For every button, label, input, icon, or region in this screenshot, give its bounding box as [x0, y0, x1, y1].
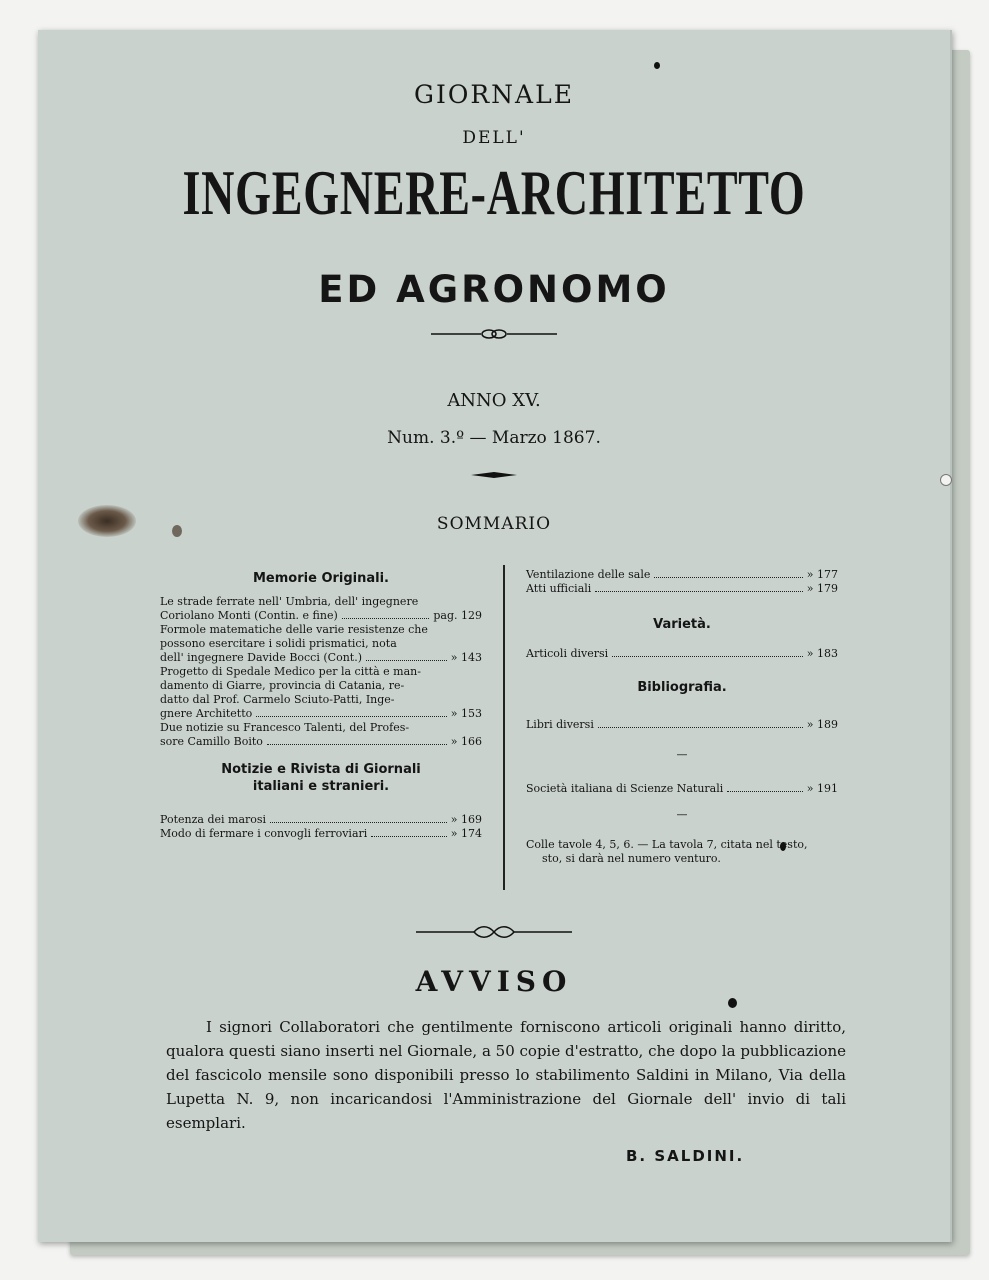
toc-entry: [526, 782, 838, 796]
section-heading-varieta: Varietà.: [653, 617, 711, 632]
toc-entry: [526, 582, 838, 596]
dash-separator: —: [676, 808, 688, 821]
toc-line: Modo di fermare i convogli ferroviari: [160, 827, 368, 840]
toc-page: pag. 129: [433, 609, 482, 622]
sommario-title: SOMMARIO: [436, 514, 552, 534]
toc-page: » 191: [806, 782, 838, 795]
toc-page: » 183: [806, 647, 838, 660]
toc-line: Società italiana di Scienze Naturali: [526, 782, 724, 795]
dash-separator: —: [676, 748, 688, 761]
ornament-divider: [38, 326, 950, 345]
toc-entry: [160, 623, 482, 665]
toc-entry: [160, 813, 482, 827]
toc-page: » 189: [806, 718, 838, 731]
ink-speck: [728, 998, 737, 1008]
ink-speck: [654, 62, 660, 69]
toc-line: Due notizie su Francesco Talenti, del Profes-: [160, 721, 410, 734]
toc-page: » 169: [450, 813, 482, 826]
toc-line: Formole matematiche delle varie resistenze che: [160, 623, 428, 636]
toc-page: » 174: [450, 827, 482, 840]
masthead-dell: DELL': [462, 128, 526, 148]
toc-line: possono esercitare i solidi prismatici, nota: [160, 637, 397, 650]
sommario-right-column: [526, 568, 838, 866]
avviso-title: AVVISO: [415, 965, 573, 998]
toc-line: Coriolano Monti (Contin. e fine): [160, 609, 338, 622]
section-heading-notizie: Notizie e Rivista di Giornali: [221, 762, 421, 777]
toc-entry: [160, 827, 482, 841]
toc-line: Atti ufficiali: [526, 582, 592, 595]
toc-line: Ventilazione delle sale: [526, 568, 651, 581]
toc-page: » 177: [806, 568, 838, 581]
toc-line: Progetto di Spedale Medico per la città e man-: [160, 665, 421, 678]
toc-line: Le strade ferrate nell' Umbria, dell' ingegnere: [160, 595, 419, 608]
toc-line: Libri diversi: [526, 718, 594, 731]
toc-page: » 153: [450, 707, 482, 720]
toc-page: » 143: [450, 651, 482, 664]
toc-page: » 179: [806, 582, 838, 595]
toc-line: damento di Giarre, provincia di Catania, re-: [160, 679, 405, 692]
sommario-left-column: [160, 570, 482, 841]
masthead-subtitle: ED AGRONOMO: [318, 268, 670, 311]
tavole-note: Colle tavole 4, 5, 6. — La tavola 7, citata nel testo,: [526, 838, 808, 851]
toc-entry: [526, 647, 838, 661]
toc-line: Potenza dei marosi: [160, 813, 267, 826]
toc-entry: [160, 721, 482, 749]
issue-year: ANNO XV.: [447, 390, 541, 411]
section-heading-memorie: Memorie Originali.: [253, 571, 389, 586]
column-divider: [503, 565, 505, 890]
section-heading-notizie-2: italiani e stranieri.: [252, 779, 390, 794]
tavole-note: sto, si darà nel numero venturo.: [542, 852, 721, 865]
toc-entry: [160, 595, 482, 623]
ornament-divider: [38, 924, 950, 944]
toc-line: gnere Architetto: [160, 707, 253, 720]
toc-entry: [526, 568, 838, 582]
masthead-giornale: GIORNALE: [414, 80, 574, 109]
signature: B. SALDINI.: [626, 1147, 745, 1165]
toc-line: sore Camillo Boito: [160, 735, 263, 748]
issue-number: Num. 3.º — Marzo 1867.: [387, 428, 601, 448]
avviso-body: [166, 1015, 846, 1135]
masthead-title: INGEGNERE-ARCHITETTO: [182, 157, 806, 228]
small-rule: [38, 464, 950, 483]
avviso-text: I signori Collaboratori che gentilmente forniscono articoli originali hanno diritto, qualora questi siano inserti nel Giornale, a 50 copie d'estratto, che dopo la pubblicazione del fascicolo mensile sono disponibili presso lo stabilimento Saldini in Milano, Via della Lupetta N. 9, non incaricandosi l'Amministrazione del Giornale dell' invio di tali esemplari.: [166, 1018, 846, 1132]
toc-line: dell' ingegnere Davide Bocci (Cont.): [160, 651, 362, 664]
section-heading-bibliografia: Bibliografia.: [637, 680, 727, 695]
journal-cover-page: [38, 30, 952, 1242]
toc-line: Articoli diversi: [526, 647, 609, 660]
toc-entry: [526, 718, 838, 732]
toc-page: » 166: [450, 735, 482, 748]
toc-line: datto dal Prof. Carmelo Sciuto-Patti, Inge-: [160, 693, 395, 706]
toc-entry: [160, 665, 482, 721]
